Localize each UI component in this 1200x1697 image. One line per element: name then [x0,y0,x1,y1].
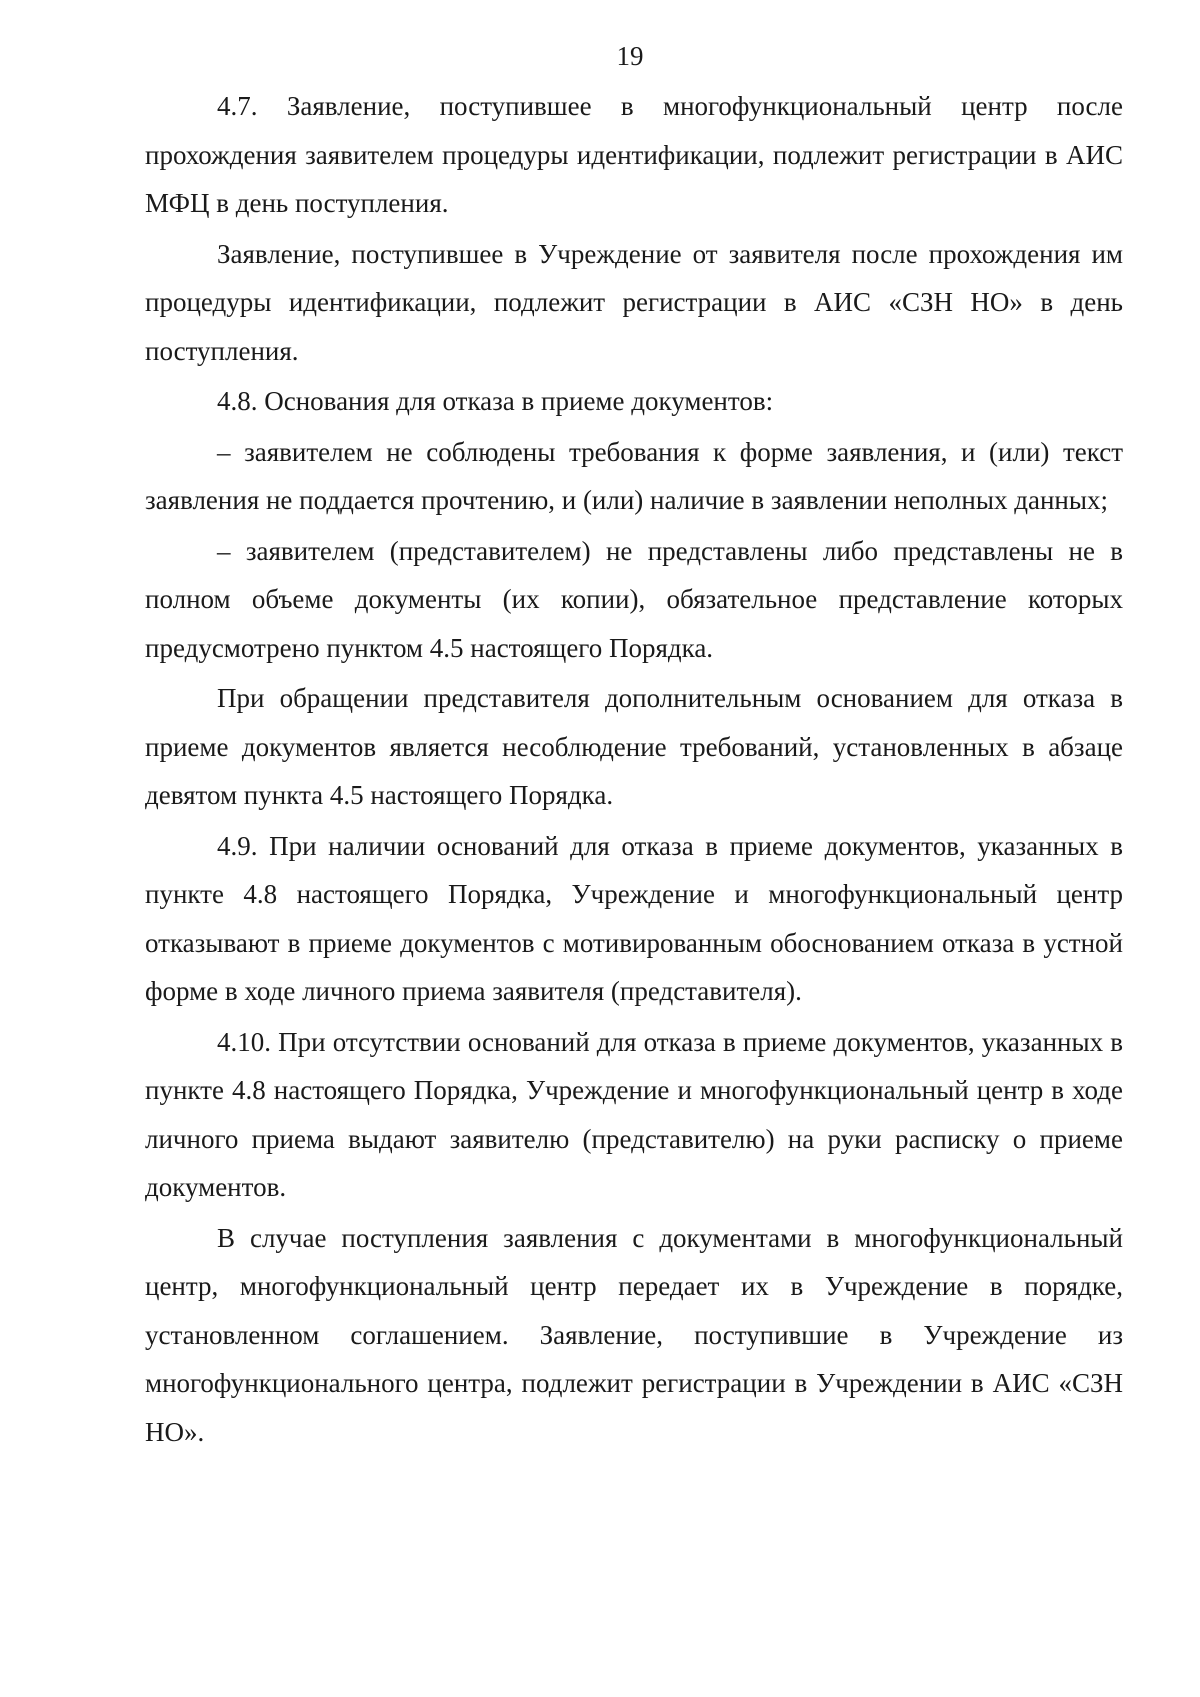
paragraph-representative-ground: При обращении представителя дополнительным основанием для отказа в приеме документов является несоблюдение требований, установленных в абзаце девятом пункта 4.5 настоящего Порядка. [145,683,1123,810]
paragraph-4-8-heading: 4.8. Основания для отказа в приеме документов: [217,386,774,416]
paragraph-4-10: 4.10. При отсутствии оснований для отказа в приеме документов, указанных в пункте 4.8 настоящего Порядка, Учреждение и многофункциональный центр в ходе личного приема выдают заявителю (представителю) на руки расписку о приеме документов. [145,1026,1123,1202]
paragraph-4-9: 4.9. При наличии оснований для отказа в приеме документов, указанных в пункте 4.8 настоящего Порядка, Учреждение и многофункциональный центр отказывают в приеме документов с мотивированным обоснованием отказа в устной форме в ходе личного приема заявителя (представителя). [145,830,1123,1006]
paragraph-refusal-ground-2: – заявителем (представителем) не представлены либо представлены не в полном объеме документы (их копии), обязательное представление которых предусмотрено пунктом 4.5 настоящего Порядка. [145,535,1123,663]
paragraph-refusal-ground-1: – заявителем не соблюдены требования к форме заявления, и (или) текст заявления не поддается прочтению, и (или) наличие в заявлении неполных данных; [145,436,1123,515]
paragraph-4-7: 4.7. Заявление, поступившее в многофункциональный центр после прохождения заявителем процедуры идентификации, подлежит регистрации в АИС МФЦ в день поступления. [145,91,1123,218]
paragraph-registration-institution: Заявление, поступившее в Учреждение от заявителя после прохождения им процедуры идентификации, подлежит регистрации в АИС «СЗН НО» в день поступления. [145,238,1123,366]
paragraph-mfc-transfer: В случае поступления заявления с документами в многофункциональный центр, многофункциональный центр передает их в Учреждение в порядке, установленном соглашением. Заявление, поступившие в Учреждение из многофункционального центра, подлежит регистрации в Учреждении в АИС «СЗН НО». [145,1222,1123,1447]
page-number: 19 [616,41,644,71]
document-body [145,82,1123,1458]
